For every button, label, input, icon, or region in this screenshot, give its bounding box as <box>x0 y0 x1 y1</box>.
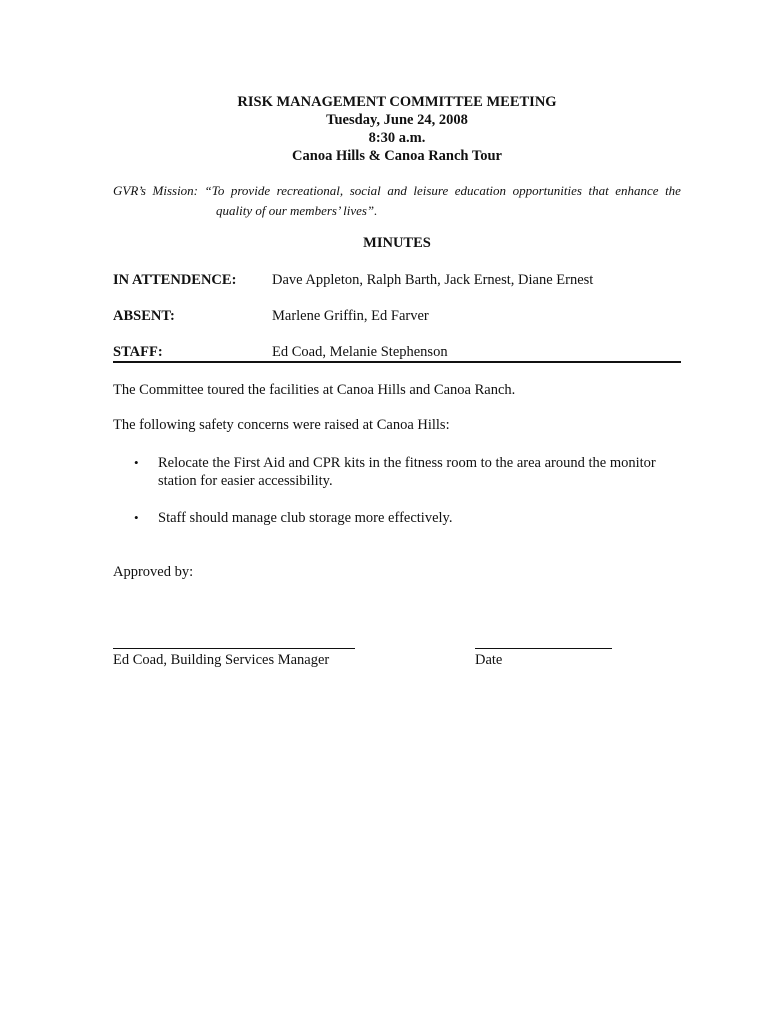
meeting-date: Tuesday, June 24, 2008 <box>326 112 468 128</box>
mission-word: social <box>349 183 381 198</box>
attendees-value: Dave Appleton, Ralph Barth, Jack Ernest, Diane Ernest <box>272 272 594 288</box>
signer-name: Ed Coad, Building Services Manager <box>113 652 330 668</box>
meeting-title: RISK MANAGEMENT COMMITTEE MEETING <box>237 94 557 110</box>
bullet-glyph: • <box>134 510 139 525</box>
meeting-header <box>113 93 681 165</box>
list-item-text: Relocate the First Aid and CPR kits in the fitness room to the area around the monitor station for easier accessibility. <box>158 455 656 489</box>
date-line <box>475 648 612 649</box>
staff-value: Ed Coad, Melanie Stephenson <box>272 344 448 360</box>
paragraph-concerns: The following safety concerns were raised at Canoa Hills: <box>113 417 450 433</box>
mission-word: education <box>454 183 507 198</box>
mission-statement <box>113 181 681 221</box>
mission-word: Mission: <box>152 183 199 198</box>
mission-word: “To <box>204 183 225 198</box>
mission-word: GVR’s <box>113 183 146 198</box>
mission-line-1 <box>113 181 681 201</box>
paragraph-tour: The Committee toured the facilities at Canoa Hills and Canoa Ranch. <box>113 382 516 398</box>
signature-line <box>113 648 355 649</box>
date-label: Date <box>475 652 503 668</box>
meeting-time: 8:30 a.m. <box>368 130 426 146</box>
bullet-glyph: • <box>134 455 139 470</box>
meeting-location: Canoa Hills & Canoa Ranch Tour <box>292 148 502 164</box>
list-item <box>113 454 681 490</box>
absent-label: ABSENT: <box>113 308 175 324</box>
attendees-row <box>113 270 681 290</box>
mission-word: provide <box>230 183 271 198</box>
minutes-heading: MINUTES <box>363 235 431 251</box>
mission-word: recreational, <box>276 183 344 198</box>
approved-by-label: Approved by: <box>113 564 194 580</box>
mission-word: leisure <box>413 183 449 198</box>
mission-word: the <box>665 183 681 198</box>
section-divider <box>113 361 681 363</box>
list-item <box>113 509 681 527</box>
mission-word: and <box>387 183 407 198</box>
mission-word: enhance <box>615 183 659 198</box>
concerns-list <box>113 454 681 546</box>
staff-row <box>113 342 681 362</box>
absent-value: Marlene Griffin, Ed Farver <box>272 308 429 324</box>
mission-line-2: quality of our members’ lives”. <box>216 203 378 218</box>
attendees-label: IN ATTENDENCE: <box>113 272 237 288</box>
mission-word: that <box>588 183 609 198</box>
list-item-text: Staff should manage club storage more effectively. <box>158 510 453 526</box>
mission-word: opportunities <box>512 183 582 198</box>
absent-row <box>113 306 681 326</box>
staff-label: STAFF: <box>113 344 163 360</box>
